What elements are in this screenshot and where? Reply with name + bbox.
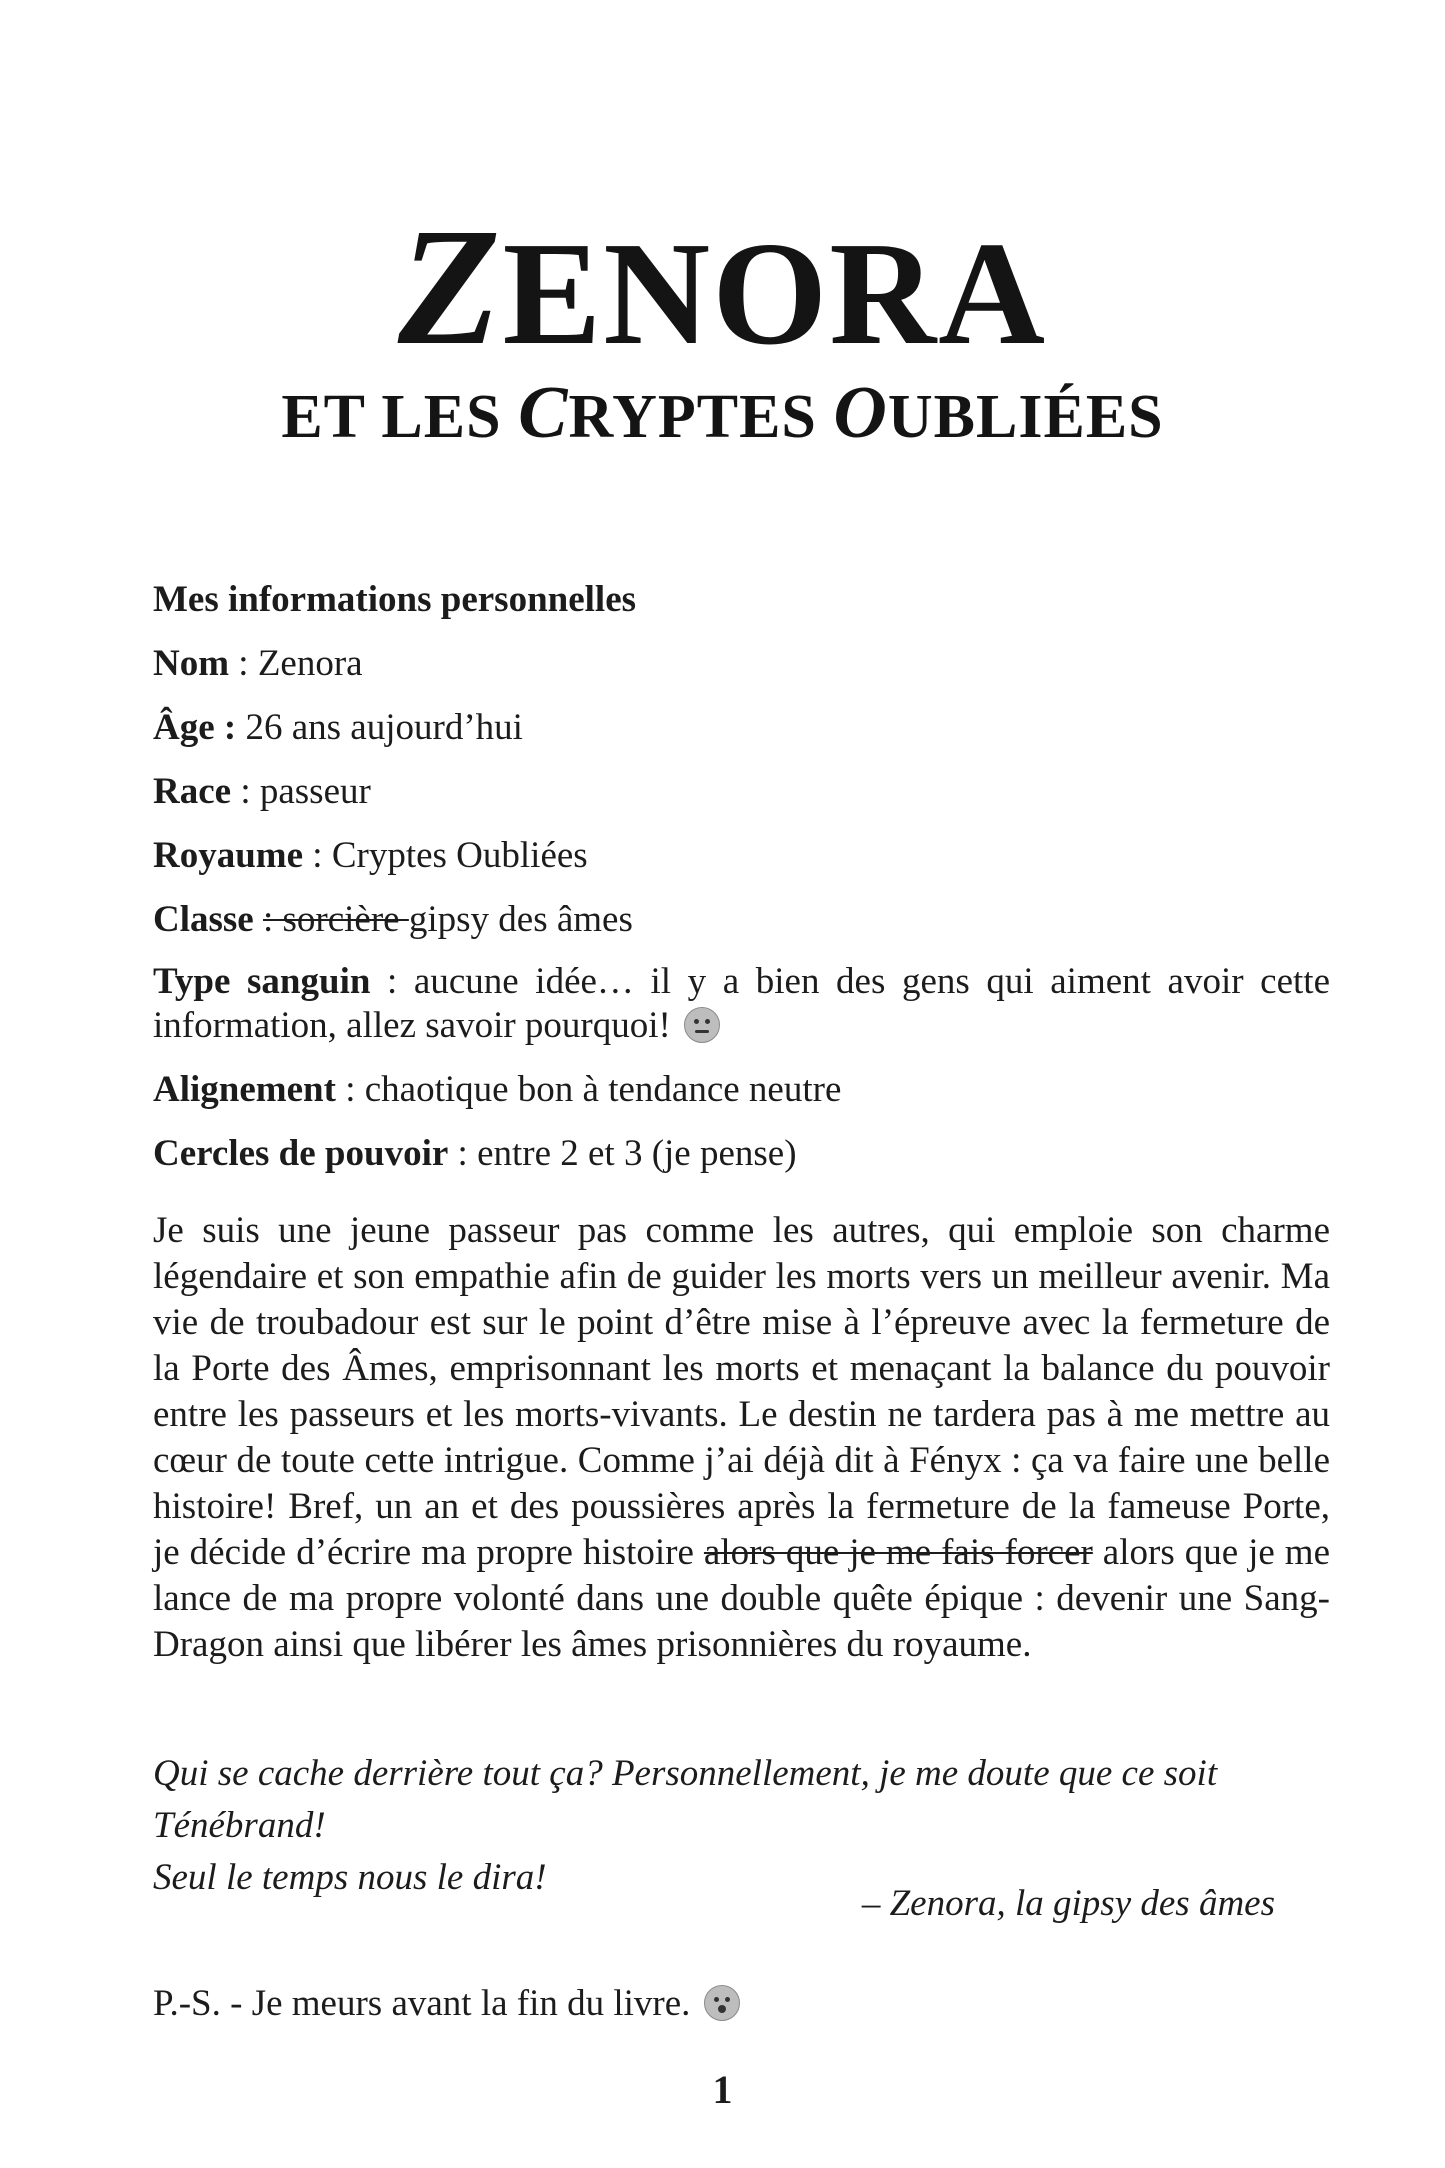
book-subtitle: [0, 372, 1445, 454]
book-title: [0, 194, 1445, 380]
field-sep: :: [303, 835, 332, 876]
page-number: 1: [712, 2067, 733, 2112]
title-initial: Z: [397, 194, 503, 380]
field-label: Cercles de pouvoir: [153, 1133, 449, 1174]
field-struck-value: : sorcière: [262, 899, 409, 940]
paragraph-struck-text: alors que je me fais forcer: [703, 1532, 1093, 1573]
field-label: Race: [153, 771, 232, 812]
intro-paragraph: [153, 1208, 1330, 1668]
field-nom: [153, 642, 1330, 686]
field-value: Zenora: [257, 643, 363, 684]
field-value: 26 ans aujourd’hui: [245, 707, 523, 748]
subtitle-initial-c: C: [518, 372, 569, 454]
quote-line-1: Qui se cache derrière tout ça? Personnellement, je me doute que ce soit Ténébrand!: [153, 1753, 1218, 1846]
field-value: chaotique bon à tendance neutre: [364, 1069, 842, 1110]
quote-line-2: Seul le temps nous le dira!: [153, 1857, 547, 1898]
subtitle-initial-o: O: [833, 372, 888, 454]
field-sep: :: [448, 1133, 478, 1174]
field-value: entre 2 et 3 (je pense): [477, 1133, 797, 1174]
field-alignement: [153, 1068, 1330, 1112]
postscript: [153, 1982, 740, 2025]
signature: – Zenora, la gipsy des âmes: [861, 1883, 1275, 1924]
subtitle-part-1: ET LES: [281, 383, 519, 451]
field-race: [153, 770, 1330, 814]
field-value: Cryptes Oubliées: [331, 835, 588, 876]
field-sep: :: [231, 771, 260, 812]
field-sep: :: [229, 643, 258, 684]
field-sep: :: [335, 1069, 365, 1110]
field-sep: :: [370, 961, 414, 1002]
subtitle-part-2: RYPTES: [568, 383, 834, 451]
field-label: Âge :: [153, 707, 237, 748]
info-heading: Mes informations personnelles: [153, 579, 637, 620]
field-value: aucune idée… il y a bien des gens qui aiment avoir cette information, allez savoir pourquoi!: [153, 961, 1330, 1046]
field-label: Alignement: [153, 1069, 336, 1110]
field-label: Nom: [153, 643, 230, 684]
field-age: [153, 706, 1330, 750]
field-label: Type sanguin: [153, 961, 371, 1002]
shocked-face-icon: [704, 1985, 740, 2021]
field-label: Classe: [153, 899, 254, 940]
postscript-text: P.-S. - Je meurs avant la fin du livre.: [153, 1983, 691, 2024]
paragraph-text: Je suis une jeune passeur pas comme les autres, qui emploie son charme légendaire et son empathie afin de guider les morts vers un meilleur avenir. Ma vie de troubadour est sur le point d’être mise à l’épreuve avec la fermeture de la Porte des Âmes, emprisonnant les morts et menaçant la balance du pouvoir entre les passeurs et les morts-vivants. Le destin ne tardera pas à me mettre au cœur de toute cette intrigue. Comme j’ai déjà dit à Fényx : ça va faire une belle histoire! Bref, un an et des poussières après la fermeture de la fameuse Porte, je décide d’écrire ma propre histoire: [153, 1210, 1330, 1573]
quote: [153, 1748, 1330, 1904]
field-sep: [254, 899, 263, 940]
field-value: passeur: [259, 771, 371, 812]
field-value: gipsy des âmes: [408, 899, 633, 940]
field-classe: [153, 898, 1330, 942]
title-rest: ENORA: [502, 212, 1048, 376]
thinking-face-icon: [684, 1007, 720, 1043]
field-label: Royaume: [153, 835, 304, 876]
paragraph-text-continued: alors que je me lance de ma propre volonté dans une double quête épique : devenir une Sang-Dragon ainsi que libérer les âmes prisonnières du royaume.: [153, 1532, 1331, 1665]
field-type-sanguin: [153, 960, 1330, 1048]
field-cercles: [153, 1132, 1330, 1176]
field-royaume: [153, 834, 1330, 878]
subtitle-part-3: UBLIÉES: [887, 383, 1164, 451]
